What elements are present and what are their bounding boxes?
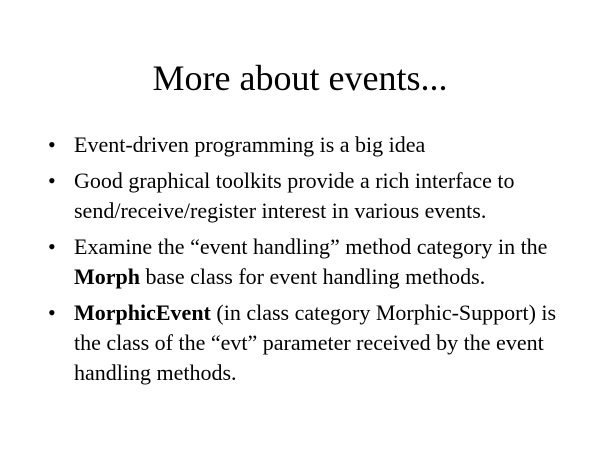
bullet-item bbox=[44, 232, 564, 292]
bullet-text bbox=[74, 300, 556, 385]
bullet-text bbox=[74, 168, 514, 223]
class-name-morphicevent: MorphicEvent bbox=[74, 300, 211, 325]
bullet-text-run: Event-driven programming is a big idea bbox=[74, 132, 426, 157]
bullet-text-run: (in class category Morphic-Support) is the class of the “evt” parameter received by the event handling methods. bbox=[74, 300, 557, 385]
bullet-item bbox=[44, 130, 564, 160]
bullet-text bbox=[74, 234, 547, 289]
bullet-item bbox=[44, 166, 564, 226]
bullet-text-run: Examine the “event handling” method category in the bbox=[74, 234, 548, 259]
class-name-morph: Morph bbox=[74, 264, 140, 289]
bullet-dot-icon: • bbox=[48, 234, 56, 259]
bullet-dot-icon: • bbox=[48, 132, 56, 157]
bullet-text-run: base class for event handling methods. bbox=[140, 264, 486, 289]
bullet-item bbox=[44, 298, 564, 388]
bullet-dot-icon: • bbox=[48, 168, 56, 193]
bullet-text-run: Good graphical toolkits provide a rich interface to send/receive/register interest in various events. bbox=[74, 168, 515, 223]
bullet-dot-icon: • bbox=[48, 300, 56, 325]
slide-title: More about events... bbox=[152, 58, 448, 98]
bullet-text bbox=[74, 132, 425, 157]
bullet-list bbox=[44, 130, 564, 394]
